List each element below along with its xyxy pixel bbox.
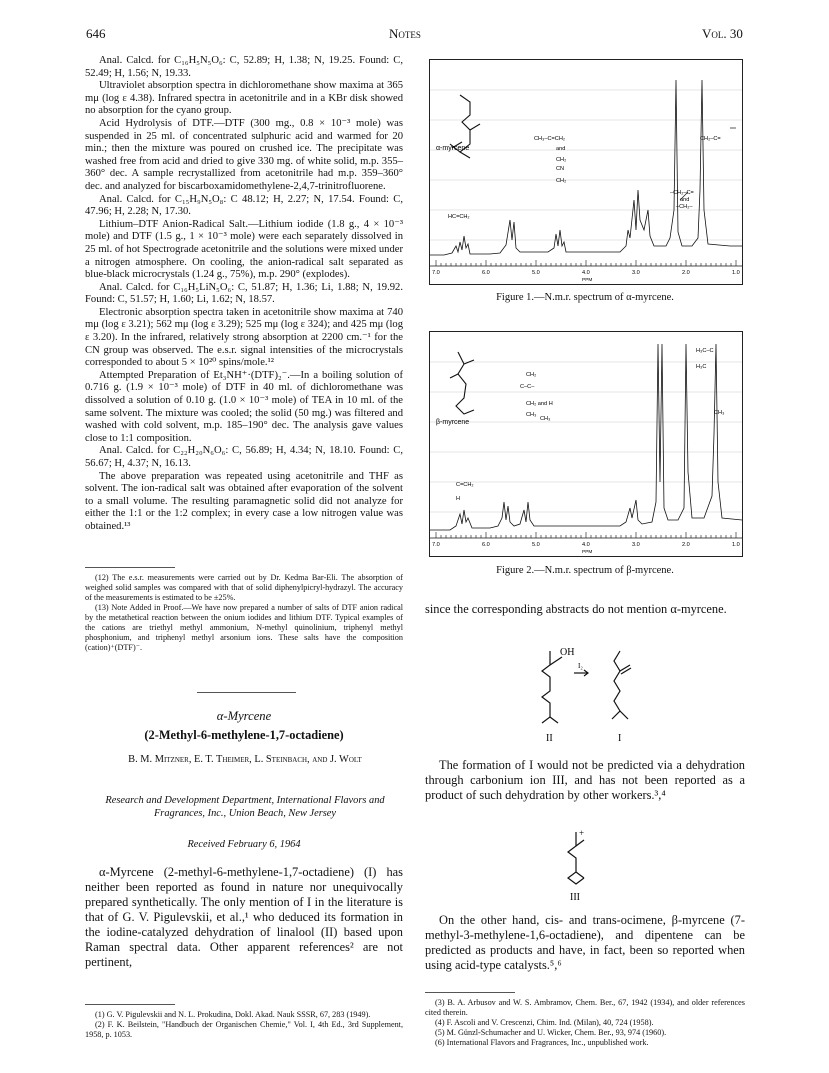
left-footnotes (85, 573, 403, 653)
paragraph: Anal. Calcd. for C₁₆H₅LiN₅O₆: C, 51.87; H, 1.36; Li, 1.88; N, 19.92. Found: C, 51.57; H, 1.60; Li, 1.62; N, 18.57. (85, 281, 403, 306)
compound-label: α-myrcene (436, 145, 470, 152)
peak-annotation: and (680, 197, 690, 203)
paragraph: Anal. Calcd. for C₁₅H₉N₅O₈: C 48.12; H, 2.27; N, 17.54. Found: C, 47.96; H, 2.28; N, 17.30. (85, 193, 403, 218)
tick-label: 1.0 (732, 270, 740, 276)
article-body-right-2: The formation of I would not be predicted via a dehydration through carbonium ion III, and has not been reported as a product of such dehydration by other workers.³,⁴ (425, 758, 745, 802)
peak-annotation: CH₃ (714, 410, 725, 416)
figure-1-spectrum (429, 59, 743, 285)
running-head: Notes (389, 26, 421, 41)
peak-annotation: CH₃ (526, 412, 537, 418)
peak-annotation: H₃C–C (696, 348, 714, 354)
footnote: (5) M. Günzl-Schumacher and U. Wicker, Chem. Ber., 93, 974 (1960). (435, 1028, 667, 1037)
tick-label: 6.0 (482, 270, 490, 276)
beta-myrcene-structure (450, 352, 474, 414)
footnote: (13) Note Added in Proof.—We have now prepared a number of salts of DTF anion radical by the metathetical reaction between the onium iodides and lithium DTF. Typical examples of the cations are triethyl methyl ammonium, N-methyl quinolinium, triphenyl methyl phosphonium, and triphenyl methyl arsonium ions. These salts have the composition (cation)⁺(DTF)⁻. (85, 603, 403, 652)
tick-label: 3.0 (632, 542, 640, 548)
footnote-rule-3 (425, 992, 515, 993)
footnote-rule-2 (85, 1004, 175, 1005)
tick-label: 4.0 (582, 270, 590, 276)
peak-annotation: –CH₂– (676, 204, 693, 210)
footnote: (3) B. A. Arbusov and W. S. Ambramov, Chem. Ber., 67, 1942 (1934), and older references cited therein. (425, 998, 745, 1017)
article-body-right-3: On the other hand, cis- and trans-ocimene, β-myrcene (7-methyl-3-methylene-1,6-octadiene), and dipentene can be predicted as products and have, in fact, been so reported when using acid-type catalysts.⁵,⁶ (425, 913, 745, 972)
article-body-right-1: since the corresponding abstracts do not mention α-myrcene. (425, 602, 727, 616)
peak-annotation: CH₃ (540, 416, 551, 422)
spectrum-trace (430, 344, 742, 530)
oh-label: OH (560, 647, 575, 658)
axis-unit: PPM (582, 278, 593, 283)
peak-annotation: CH₂–C= (700, 136, 721, 142)
tick-label: 7.0 (432, 542, 440, 548)
peak-annotation: C–C– (520, 384, 535, 390)
article-body-left: α-Myrcene (2-methyl-6-methylene-1,7-octadiene) (I) has neither been reported as found in nature nor unequivocally prepared synthetically. The only mention of I in the literature is that of G. V. Pigulevskii, et al.,¹ who deduced its formation in the iodine-catalyzed dehydration of linalool (II) based upon Raman spectral data. Other apparent references² are not pertinent, (85, 865, 403, 969)
peak-annotation: HC=CH₂ (448, 214, 470, 220)
volume-label: Vol. 30 (702, 26, 743, 41)
page-number: 646 (86, 26, 106, 41)
article-footnotes-left (85, 1010, 403, 1040)
spectrum-trace (430, 80, 742, 255)
reaction-scheme (524, 637, 654, 743)
peak-annotation: CH₂ (556, 157, 567, 163)
compound-label: β-myrcene (436, 419, 470, 426)
article-affiliation: Research and Development Department, International Flavors and Fragrances, Inc., Union Beach, New Jersey (105, 795, 385, 819)
tick-label: 5.0 (532, 270, 540, 276)
peak-annotation: CH₂ (526, 372, 537, 378)
paragraph: Attempted Preparation of Et₃NH⁺·(DTF)₂⁻.—In a boiling solution of 0.716 g. (1.9 × 10⁻³ mole) of DTF in 40 ml. of dichloromethane was dissolved a solution of 0.10 g. (1.0 × 10⁻³ mole) of TEA in 10 ml. of the same solvent. The mixture was cooled; the solid (50 mg.) was filtered and washed with cold solvent, m.p. 185–190° dec. The analysis gave values close to 1:1 composition. (85, 369, 403, 444)
tick-label: 2.0 (682, 542, 690, 548)
compound-i-label: I (618, 733, 622, 743)
reagent-label: I₂ (578, 662, 583, 670)
compound-iii-label: III (570, 892, 580, 902)
tick-label: 7.0 (432, 270, 440, 276)
footnote: (4) F. Ascoli and V. Crescenzi, Chim. Ind. (Milan), 40, 724 (1958). (435, 1018, 654, 1027)
paragraph: Lithium–DTF Anion-Radical Salt.—Lithium iodide (1.8 g., 4 × 10⁻³ mole) and DTF (1.5 g., 1 × 10⁻³ mole) were each separately dissolved in 25 ml. of hot Spectrograde acetonitrile and the solutions were mixed under a nitrogen atmosphere. On cooling, the anion-radical salt separated as blue-black microcrystals (1.24 g., 75%), m.p. 290° (explodes). (85, 218, 403, 281)
footnote-rule (85, 567, 175, 568)
compound-ii-label: II (546, 733, 553, 743)
tick-label: 4.0 (582, 542, 590, 548)
peak-annotation: C=CH₂ (456, 482, 474, 488)
article-subtitle: (2-Methyl-6-methylene-1,7-octadiene) (144, 728, 344, 742)
tick-label: 5.0 (532, 542, 540, 548)
peak-annotation: H₃C (696, 364, 707, 370)
figure-2-caption: Figure 2.—N.m.r. spectrum of β-myrcene. (496, 565, 674, 576)
tick-label: 2.0 (682, 270, 690, 276)
footnote: (6) International Flavors and Fragrances, Inc., unpublished work. (435, 1038, 649, 1047)
figure-1-caption: Figure 1.—N.m.r. spectrum of α-myrcene. (496, 292, 674, 303)
carbonium-ion-structure (556, 824, 596, 902)
peak-annotation: and (556, 146, 566, 152)
article-title: α-Myrcene (216, 709, 272, 723)
peak-annotation: H (456, 496, 461, 502)
paragraph: Electronic absorption spectra taken in acetonitrile show maxima at 740 mμ (log ε 3.21); 562 mμ (log ε 3.29); 525 mμ (log ε 324); and 425 mμ (log ε 3.20). In the infrared, relatively strong absorption at 2200 cm.⁻¹ for the CN group was observed. The e.s.r. signal intensities of the microcrystals corresponded to about 5 × 10²⁰ spins/mole.¹² (85, 306, 403, 369)
tick-label: 3.0 (632, 270, 640, 276)
peak-annotation: CN (556, 166, 565, 172)
peak-annotation: CH₂ (556, 178, 567, 184)
paragraph: Anal. Calcd. for C₂₂H₂₀N₆O₆: C, 56.89; H, 4.34; N, 18.10. Found: C, 56.67; H, 4.37; N, 16.13. (85, 445, 403, 469)
paragraph: Ultraviolet absorption spectra in dichloromethane show maxima at 365 mμ (log ε 4.38). Infrared spectra in acetonitrile and in a KBr disk showed no absorption for the cyano group. (85, 80, 403, 117)
footnote: (2) F. K. Beilstein, "Handbuch der Organischen Chemie," Vol. I, 4th Ed., 3rd Supplement, 1958, p. 1053. (85, 1020, 403, 1039)
figure-2-spectrum (429, 331, 743, 557)
peak-annotation: CH₃–C=CH₂ (534, 136, 566, 142)
paragraph: Acid Hydrolysis of DTF.—DTF (300 mg., 0.8 × 10⁻³ mole) was suspended in 25 ml. of concentrated sulphuric acid and warmed for 20 min.; then the mixture was poured on crushed ice. The precipitate was washed free from acid and dried to give 330 mg. of white solid, m.p. 355–360° dec. A sample recrystallized from acetonitrile had m.p. 359–360° dec. and analyzed for biscarboxamidomethylene-2,4,7-trinitrofluorene. (85, 117, 403, 192)
peak-annotation: –CH₂–C= (670, 190, 694, 196)
paragraph: Anal. Calcd. for C₁₆H₅N₅O₆: C, 52.89; H, 1.38; N, 19.25. Found: C, 52.49; H, 1.56; N, 19.33. (85, 55, 403, 79)
paragraph: The above preparation was repeated using acetonitrile and THF as solvent. The ion-radical salt was obtained after evaporation of the solvent to a small volume. The resulting paramagnetic solid did not analyze for either the 1:1 or the 1:2 complex; in every case a low nitrogen value was obtained.¹³ (85, 470, 403, 532)
axis-unit: PPM (582, 550, 593, 555)
left-column-text (85, 55, 403, 534)
article-footnotes-right (425, 998, 745, 1048)
footnote: (1) G. V. Pigulevskii and N. L. Prokudina, Dokl. Akad. Nauk SSSR, 67, 283 (1949). (95, 1010, 371, 1019)
peak-annotation: CH₂ and H (526, 401, 553, 407)
plus-charge: + (579, 828, 585, 838)
tick-label: 6.0 (482, 542, 490, 548)
article-authors: B. M. Mitzner, E. T. Theimer, L. Steinbach, and J. Wolt (128, 754, 362, 765)
footnote: (12) The e.s.r. measurements were carried out by Dr. Kedma Bar-Eli. The absorption of weighed solid samples was compared with that of solid diphenylpicryl-hydrazyl. The accuracy of the measurements is estimated to be ±25%. (85, 573, 403, 602)
tick-label: 1.0 (732, 542, 740, 548)
article-separator (197, 692, 296, 693)
received-date: Received February 6, 1964 (187, 839, 301, 850)
